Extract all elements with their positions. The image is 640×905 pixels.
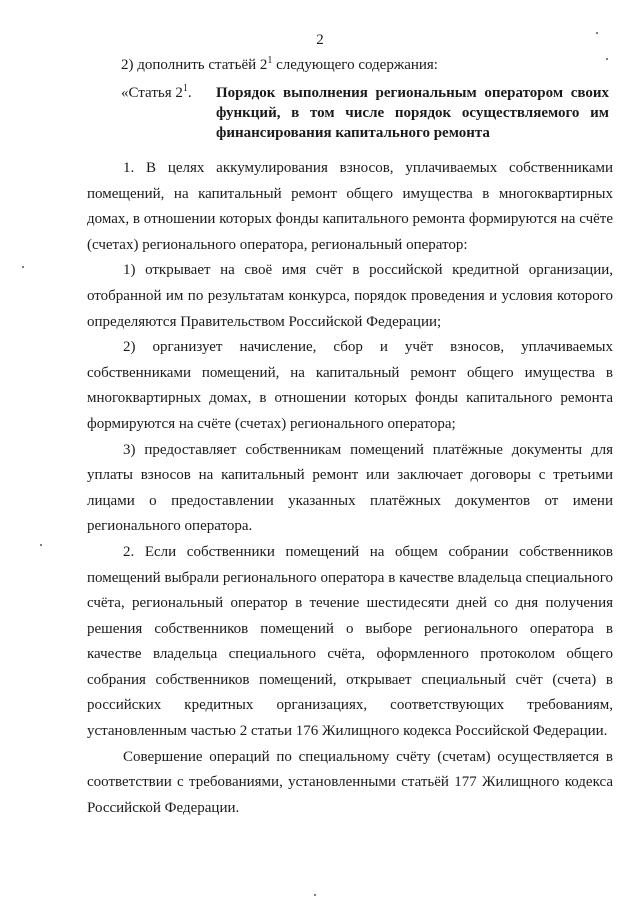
amendment-line [121, 57, 438, 74]
paragraph-2-continuation: Совершение операций по специальному счёту (счетам) осуществляется в соответствии с требованиями, установленными статьёй 177 Жилищного кодекса Российской Федерации. [87, 748, 613, 816]
scan-speck [40, 544, 42, 546]
article-header [121, 83, 611, 143]
page-number: 2 [316, 32, 324, 48]
article-label-text: «Статья 2 [121, 85, 183, 101]
article-label-dot: . [187, 85, 192, 101]
paragraph-1-item-3: 3) предоставляет собственникам помещений платёжные документы для уплаты взносов на капитальный ремонт или заключает договоры с третьими лицами о предоставлении указанных платёжных документов от имени регионального оператора. [87, 441, 613, 535]
article-body [87, 156, 613, 821]
amendment-text: 2) дополнить статьёй 2 [121, 57, 268, 73]
scan-speck [596, 32, 598, 34]
article-label [121, 83, 216, 143]
scan-speck [606, 58, 608, 60]
scan-speck [22, 266, 24, 268]
paragraph-2: 2. Если собственники помещений на общем собрании собственников помещений выбрали регионального оператора в качестве владельца специального счёта, региональный оператор в течение шестидесяти дней со дня получения решения собственников помещений о выборе регионального оператора в качестве владельца специального счёта, оформленного протоколом общего собрания собственников помещений, открывает специальный счёт (счета) в российских кредитных организациях, соответствующих требованиям, установленным частью 2 статьи 176 Жилищного кодекса Российской Федерации. [87, 543, 613, 740]
amendment-text-end: следующего содержания: [272, 57, 438, 73]
paragraph-1-item-2: 2) организует начисление, сбор и учёт взносов, уплачиваемых собственниками помещений, на капитальный ремонт общего имущества в многоквартирных домах, в отношении которых фонды капитального ремонта формируются на счёте (счетах) регионального оператора; [87, 339, 613, 432]
amendment-superscript: 1 [267, 55, 273, 66]
scan-speck [314, 894, 316, 896]
paragraph-1: 1. В целях аккумулирования взносов, уплачиваемых собственниками помещений, на капитальный ремонт общего имущества в многоквартирных домах, в отношении которых фонды капитального ремонта формируются на счёте (счетах) регионального оператора, региональный оператор: [87, 160, 613, 253]
paragraph-1-item-1: 1) открывает на своё имя счёт в российской кредитной организации, отобранной им по результатам конкурса, порядок проведения и условия которого определяются Правительством Российской Федерации; [87, 262, 613, 330]
article-title: Порядок выполнения региональным оператором своих функций, в том числе порядок осуществляемого им финансирования капитального ремонта [216, 85, 609, 141]
article-label-superscript: 1 [182, 83, 188, 94]
